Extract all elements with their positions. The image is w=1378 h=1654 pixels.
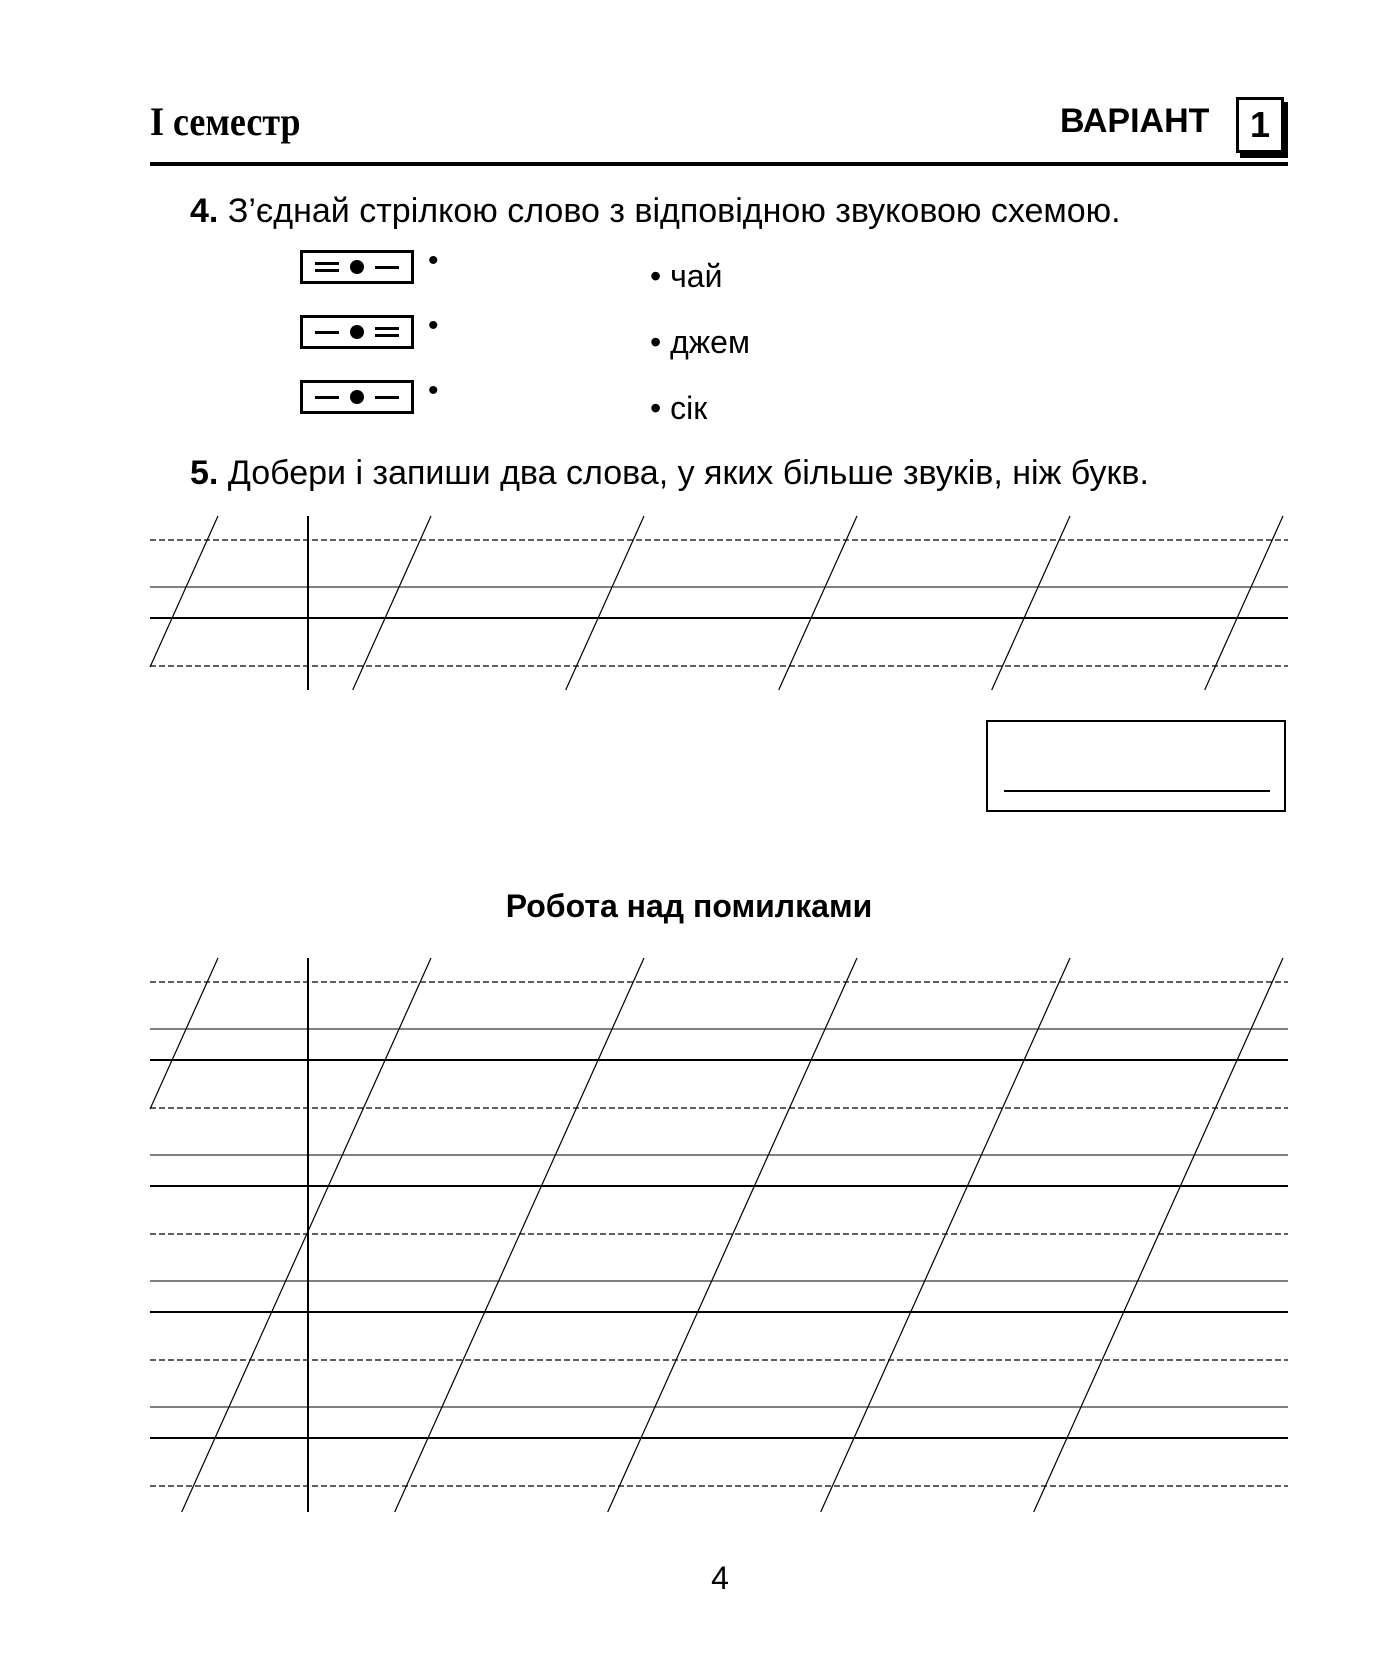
grid-line — [821, 958, 1070, 1512]
task-4-number: 4. — [190, 192, 219, 230]
task-5-text: Добери і запиши два слова, у яких більше звуків, ніж букв. — [227, 454, 1149, 492]
variant-label: ВАРІАНТ — [1060, 102, 1210, 140]
scheme-connector-dot[interactable]: • — [428, 309, 439, 342]
answer-writing-grid[interactable] — [150, 516, 1288, 690]
grid-line — [608, 958, 857, 1512]
score-line — [1004, 790, 1270, 792]
bullet: • — [650, 390, 662, 426]
grid-line — [992, 516, 1070, 690]
word-dzhem: джем — [670, 324, 750, 360]
grid-line — [1034, 958, 1283, 1512]
corrections-title: Робота над помилками — [505, 888, 873, 924]
score-box[interactable] — [986, 720, 1286, 812]
grid-line — [150, 516, 218, 667]
grid-line — [353, 516, 431, 690]
grid-line — [395, 958, 644, 1512]
corrections-writing-grid[interactable] — [150, 958, 1288, 1512]
scheme-connector-dot[interactable]: • — [428, 244, 439, 277]
page-number: 4 — [711, 1560, 729, 1596]
grid-line — [150, 958, 218, 1109]
word-sik: сік — [670, 390, 708, 426]
bullet: • — [650, 324, 662, 360]
task-5-number: 5. — [190, 454, 219, 492]
word-chai: чай — [670, 258, 723, 294]
grid-line — [182, 958, 431, 1512]
task-4-text: З’єднай стрілкою слово з відповідною звуковою схемою. — [227, 192, 1121, 230]
grid-line — [779, 516, 857, 690]
scheme-connector-dot[interactable]: • — [428, 374, 439, 407]
grid-line — [1205, 516, 1283, 690]
bullet: • — [650, 258, 662, 294]
grid-line — [566, 516, 644, 690]
variant-number-badge: 1 — [1236, 97, 1284, 153]
semester-title: I семестр — [150, 99, 301, 144]
